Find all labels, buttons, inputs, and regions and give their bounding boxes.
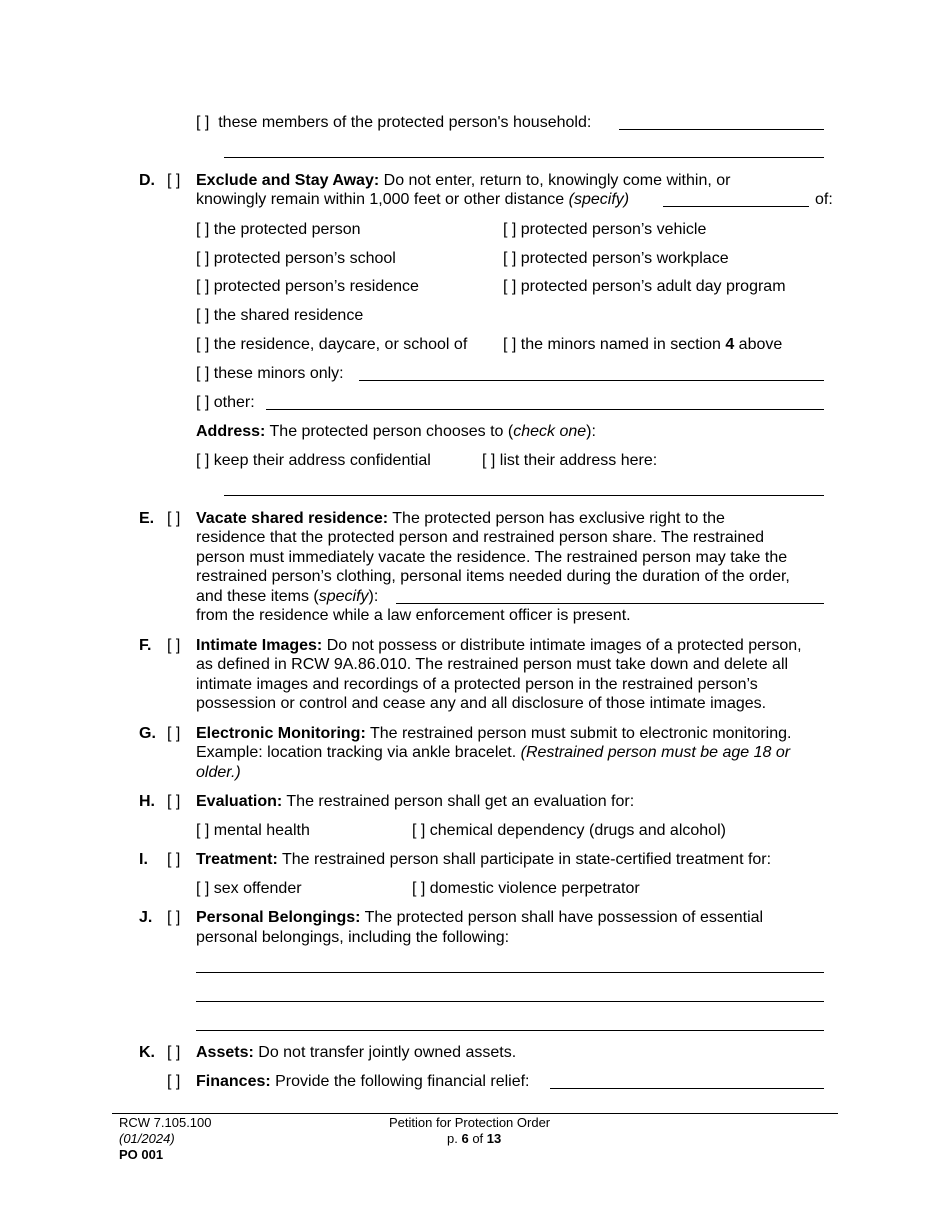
other-blank[interactable]	[266, 409, 824, 410]
section-g-line2: Example: location tracking via ankle bracelet. (Restrained person must be age 18 or	[196, 744, 791, 761]
section-e-line6: from the residence while a law enforcement officer is present.	[196, 607, 631, 624]
footer-date: (01/2024)	[119, 1131, 175, 1146]
belongings-blank-2[interactable]	[196, 1001, 824, 1002]
section-e-title: Vacate shared residence:	[196, 510, 389, 527]
option-mental-health[interactable]: [ ] mental health	[196, 822, 310, 839]
footer-title: Petition for Protection Order	[389, 1115, 551, 1130]
section-i-line1: Treatment: The restrained person shall participate in state-certified treatment for:	[196, 851, 772, 868]
section-h-title: Evaluation:	[196, 793, 283, 810]
option-list-address[interactable]: [ ] list their address here:	[482, 452, 658, 469]
option-school[interactable]: [ ] protected person’s school	[196, 250, 396, 267]
section-j-letter: J.	[139, 909, 153, 926]
section-f-line3: intimate images and recordings of a protected person in the restrained person’s	[196, 676, 758, 693]
section-d-line1: Exclude and Stay Away: Do not enter, return to, knowingly come within, or	[196, 172, 731, 189]
section-g-line3: older.)	[196, 764, 241, 781]
option-other[interactable]: [ ] other:	[196, 394, 255, 411]
household-checkbox[interactable]: [ ]	[196, 114, 210, 131]
option-vehicle[interactable]: [ ] protected person’s vehicle	[503, 221, 707, 238]
section-e-line5: and these items (specify):	[196, 588, 379, 605]
distance-blank[interactable]	[663, 206, 809, 207]
section-g-line1: Electronic Monitoring: The restrained person must submit to electronic monitoring.	[196, 725, 792, 742]
option-dv-perpetrator[interactable]: [ ] domestic violence perpetrator	[412, 880, 640, 897]
section-g-checkbox[interactable]: [ ]	[167, 725, 181, 742]
household-blank-1[interactable]	[619, 129, 824, 130]
option-shared-residence[interactable]: [ ] the shared residence	[196, 307, 364, 324]
section-h-line1: Evaluation: The restrained person shall get an evaluation for:	[196, 793, 635, 810]
section-i-title: Treatment:	[196, 851, 278, 868]
address-label: Address:	[196, 423, 266, 440]
section-e-line4: restrained person’s clothing, personal items needed during the duration of the order,	[196, 568, 790, 585]
footer-page-number: p. 6 of 13	[447, 1131, 502, 1146]
section-d-letter: D.	[139, 172, 155, 189]
section-f-line4: possession or control and cease any and all disclosure of those intimate images.	[196, 695, 767, 712]
address-blank[interactable]	[224, 495, 824, 496]
section-j-line1: Personal Belongings: The protected person shall have possession of essential	[196, 909, 764, 926]
section-e-line1: Vacate shared residence: The protected person has exclusive right to the	[196, 510, 725, 527]
these-minors-blank[interactable]	[359, 380, 824, 381]
section-k-line1: Assets: Do not transfer jointly owned assets.	[196, 1044, 517, 1061]
finances-line: Finances: Provide the following financial relief:	[196, 1073, 530, 1090]
footer-rule	[112, 1113, 838, 1114]
vacate-items-blank[interactable]	[396, 603, 824, 604]
option-minors-section[interactable]: [ ] the minors named in section 4 above	[503, 336, 783, 353]
section-f-line2: as defined in RCW 9A.86.010. The restrained person must take down and delete all	[196, 656, 789, 673]
section-k-checkbox[interactable]: [ ]	[167, 1044, 181, 1061]
section-d-title: Exclude and Stay Away:	[196, 172, 380, 189]
section-f-line1: Intimate Images: Do not possess or distribute intimate images of a protected person,	[196, 637, 802, 654]
finances-checkbox[interactable]: [ ]	[167, 1073, 181, 1090]
address-line: Address: The protected person chooses to (check one):	[196, 423, 596, 440]
belongings-blank-1[interactable]	[196, 972, 824, 973]
section-j-line2: personal belongings, including the following:	[196, 929, 510, 946]
section-e-line3: person must immediately vacate the residence. The restrained person may take the	[196, 549, 788, 566]
section-i-letter: I.	[139, 851, 148, 868]
option-chemical-dependency[interactable]: [ ] chemical dependency (drugs and alcohol)	[412, 822, 726, 839]
section-f-checkbox[interactable]: [ ]	[167, 637, 181, 654]
section-e-letter: E.	[139, 510, 155, 527]
option-workplace[interactable]: [ ] protected person’s workplace	[503, 250, 729, 267]
belongings-blank-3[interactable]	[196, 1030, 824, 1031]
option-residence[interactable]: [ ] protected person’s residence	[196, 278, 419, 295]
option-protected-person[interactable]: [ ] the protected person	[196, 221, 361, 238]
household-label: these members of the protected person's household:	[218, 114, 592, 131]
section-g-letter: G.	[139, 725, 156, 742]
section-h-letter: H.	[139, 793, 155, 810]
section-k-letter: K.	[139, 1044, 155, 1061]
footer-rcw: RCW 7.105.100	[119, 1115, 212, 1130]
section-g-title: Electronic Monitoring:	[196, 725, 366, 742]
section-i-checkbox[interactable]: [ ]	[167, 851, 181, 868]
section-e-line2: residence that the protected person and restrained person share. The restrained	[196, 529, 765, 546]
household-option	[196, 113, 591, 133]
option-adult-day-program[interactable]: [ ] protected person’s adult day program	[503, 278, 786, 295]
section-f-letter: F.	[139, 637, 152, 654]
section-j-checkbox[interactable]: [ ]	[167, 909, 181, 926]
section-f-title: Intimate Images:	[196, 637, 323, 654]
section-d-line2: knowingly remain within 1,000 feet or other distance (specify)	[196, 191, 630, 208]
option-residence-daycare-school[interactable]: [ ] the residence, daycare, or school of	[196, 336, 468, 353]
section-h-checkbox[interactable]: [ ]	[167, 793, 181, 810]
household-blank-2[interactable]	[224, 157, 824, 158]
section-k-title: Assets:	[196, 1044, 254, 1061]
finances-title: Finances:	[196, 1073, 271, 1090]
option-sex-offender[interactable]: [ ] sex offender	[196, 880, 302, 897]
section-e-checkbox[interactable]: [ ]	[167, 510, 181, 527]
section-d-checkbox[interactable]: [ ]	[167, 172, 181, 189]
option-address-confidential[interactable]: [ ] keep their address confidential	[196, 452, 431, 469]
section-j-title: Personal Belongings:	[196, 909, 361, 926]
finances-blank[interactable]	[550, 1088, 824, 1089]
footer-form-number: PO 001	[119, 1147, 164, 1162]
option-these-minors[interactable]: [ ] these minors only:	[196, 365, 344, 382]
section-d-of: of:	[815, 191, 833, 208]
